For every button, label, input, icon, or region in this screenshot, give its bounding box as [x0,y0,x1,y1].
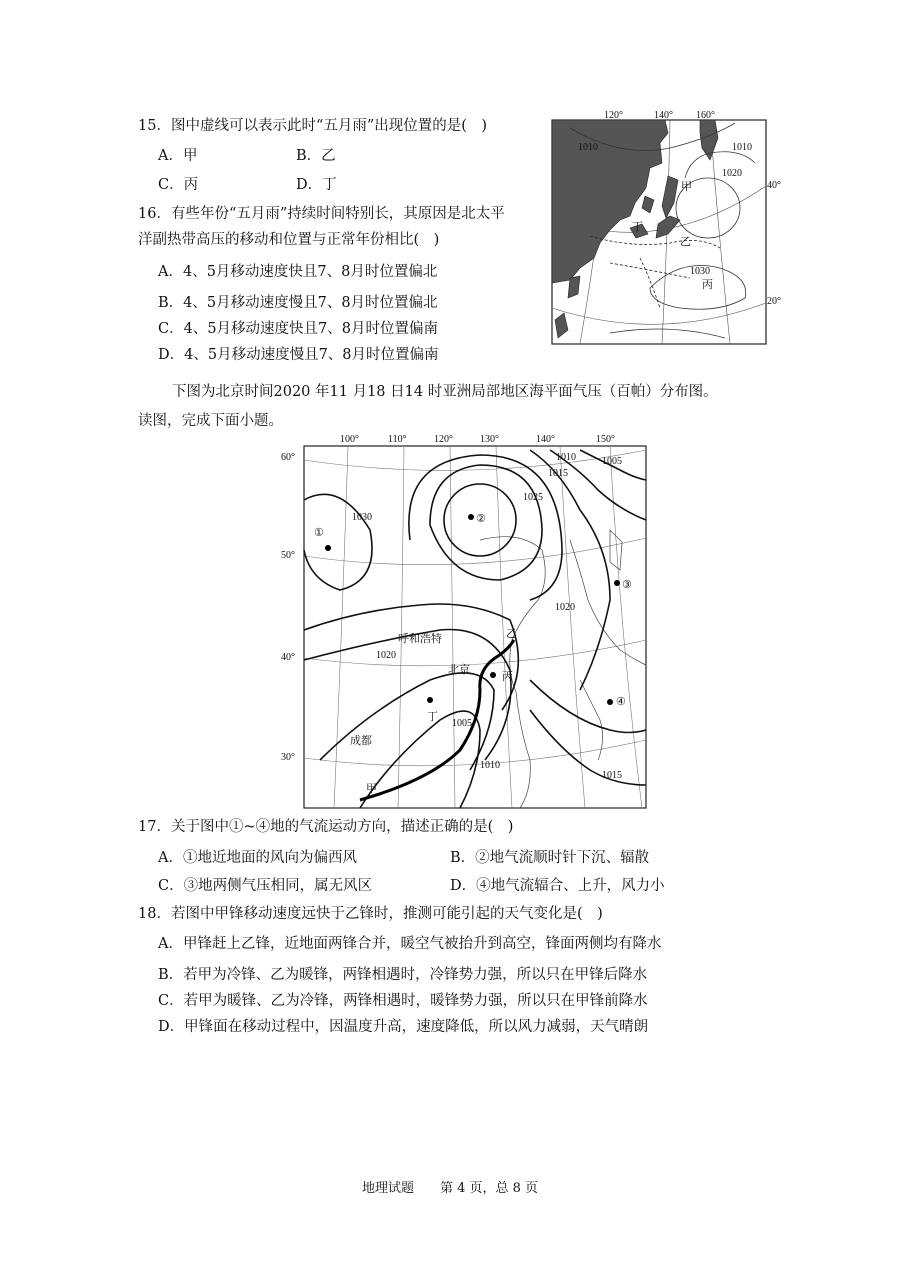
map1-isobar-1010a: 1010 [578,142,598,153]
map1-lon-120: 120° [604,110,623,121]
page-footer: 地理试题 第 4 页，总 8 页 [361,1181,539,1196]
q17-option-c: C．③地两侧气压相同，属无风区 [158,878,373,894]
map1-isobar-1020: 1020 [722,168,742,179]
map1-isobar-1030: 1030 [690,266,710,277]
map1-lon-140: 140° [654,110,673,121]
map2-lon-140: 140° [536,434,555,445]
map2-isobar-1015: 1015 [548,468,568,479]
map2-lat-50: 50° [281,550,295,561]
q18-option-b: B．若甲为冷锋、乙为暖锋，两锋相遇时，冷锋势力强，所以只在甲锋后降水 [158,967,648,983]
intro-line1: 下图为北京时间2020 年11 月18 日14 时亚洲局部地区海平面气压（百帕）分布图。 [172,384,718,400]
map2-front-yi: 乙 [506,628,517,640]
map2-lon-100: 100° [340,434,359,445]
q15-option-b: B．乙 [296,148,336,164]
map2-front-jia: 甲 [366,783,377,795]
map2-isobar-1015b: 1015 [602,770,622,781]
q18-option-a: A．甲锋赶上乙锋，近地面两锋合并，暖空气被抬升到高空，锋面两侧均有降水 [158,936,662,952]
q15-option-c: C．丙 [158,177,199,193]
map2-point-3: ③ [622,579,632,591]
map2-lon-150: 150° [596,434,615,445]
map1-point-ding: 丁 [632,221,643,233]
map2-isobar-1010b: 1010 [480,760,500,771]
map2-point-2: ② [476,513,486,525]
map2-front-bing: 丙 [502,671,513,683]
asia-pressure-map [280,430,655,812]
map2-point-4: ④ [616,696,626,708]
q17-option-b: B．②地气流顺时针下沉、辐散 [450,850,650,866]
q16-option-c: C．4、5月移动速度快且7、8月时位置偏南 [158,321,438,337]
map2-lat-40: 40° [281,652,295,663]
map2-city-beijing: 北京 [448,664,470,676]
map1-lon-160: 160° [696,110,715,121]
map2-isobar-1005: 1005 [602,456,622,467]
map1-point-bing: 丙 [702,279,713,291]
map2-isobar-1020b: 1020 [376,650,396,661]
map2-lat-30: 30° [281,752,295,763]
q16-option-a: A．4、5月移动速度快且7、8月时位置偏北 [158,264,438,280]
map1-point-yi: 乙 [680,236,691,248]
map2-isobar-1020a: 1020 [555,602,575,613]
pacific-pressure-map [550,108,781,346]
map2-isobar-1025: 1025 [523,492,543,503]
map2-front-ding: 丁 [427,711,438,723]
map2-lon-120: 120° [434,434,453,445]
intro-line2: 读图，完成下面小题。 [138,413,283,429]
map2-lat-60: 60° [281,452,295,463]
q17-option-a: A．①地近地面的风向为偏西风 [158,850,357,866]
map2-lon-110: 110° [388,434,407,445]
map1-isobar-1010b: 1010 [732,142,752,153]
q15-option-d: D．丁 [296,177,337,193]
map1-lat-20: 20° [767,296,781,307]
q16-stem-line2: 洋副热带高压的移动和位置与正常年份相比( ) [138,232,440,248]
q15-stem: 15．图中虚线可以表示此时“五月雨”出现位置的是( ) [138,118,488,134]
q18-option-d: D．甲锋面在移动过程中，因温度升高，速度降低，所以风力减弱，天气晴朗 [158,1019,649,1035]
q17-stem: 17．关于图中①~④地的气流运动方向，描述正确的是( ) [138,819,514,835]
q16-option-b: B．4、5月移动速度慢且7、8月时位置偏北 [158,295,438,311]
q15-option-a: A．甲 [158,148,198,164]
q16-option-d: D．4、5月移动速度慢且7、8月时位置偏南 [158,347,439,363]
q16-stem-line1: 16．有些年份“五月雨”持续时间特别长，其原因是北太平 [138,206,505,222]
map2-isobar-1030: 1030 [352,512,372,523]
map2-point-1: ① [314,527,324,539]
map2-lon-130: 130° [480,434,499,445]
map2-city-hohhot: 呼和浩特 [398,633,442,645]
q17-option-d: D．④地气流辐合、上升，风力小 [450,878,665,894]
q18-stem: 18．若图中甲锋移动速度远快于乙锋时，推测可能引起的天气变化是( ) [138,906,603,922]
q18-option-c: C．若甲为暖锋、乙为冷锋，两锋相遇时，暖锋势力强，所以只在甲锋前降水 [158,993,648,1009]
map2-isobar-1005b: 1005 [452,718,472,729]
map1-point-jia: 甲 [681,181,692,193]
map1-lat-40: 40° [767,180,781,191]
map2-isobar-1010: 1010 [556,452,576,463]
map2-city-chengdu: 成都 [350,735,372,747]
